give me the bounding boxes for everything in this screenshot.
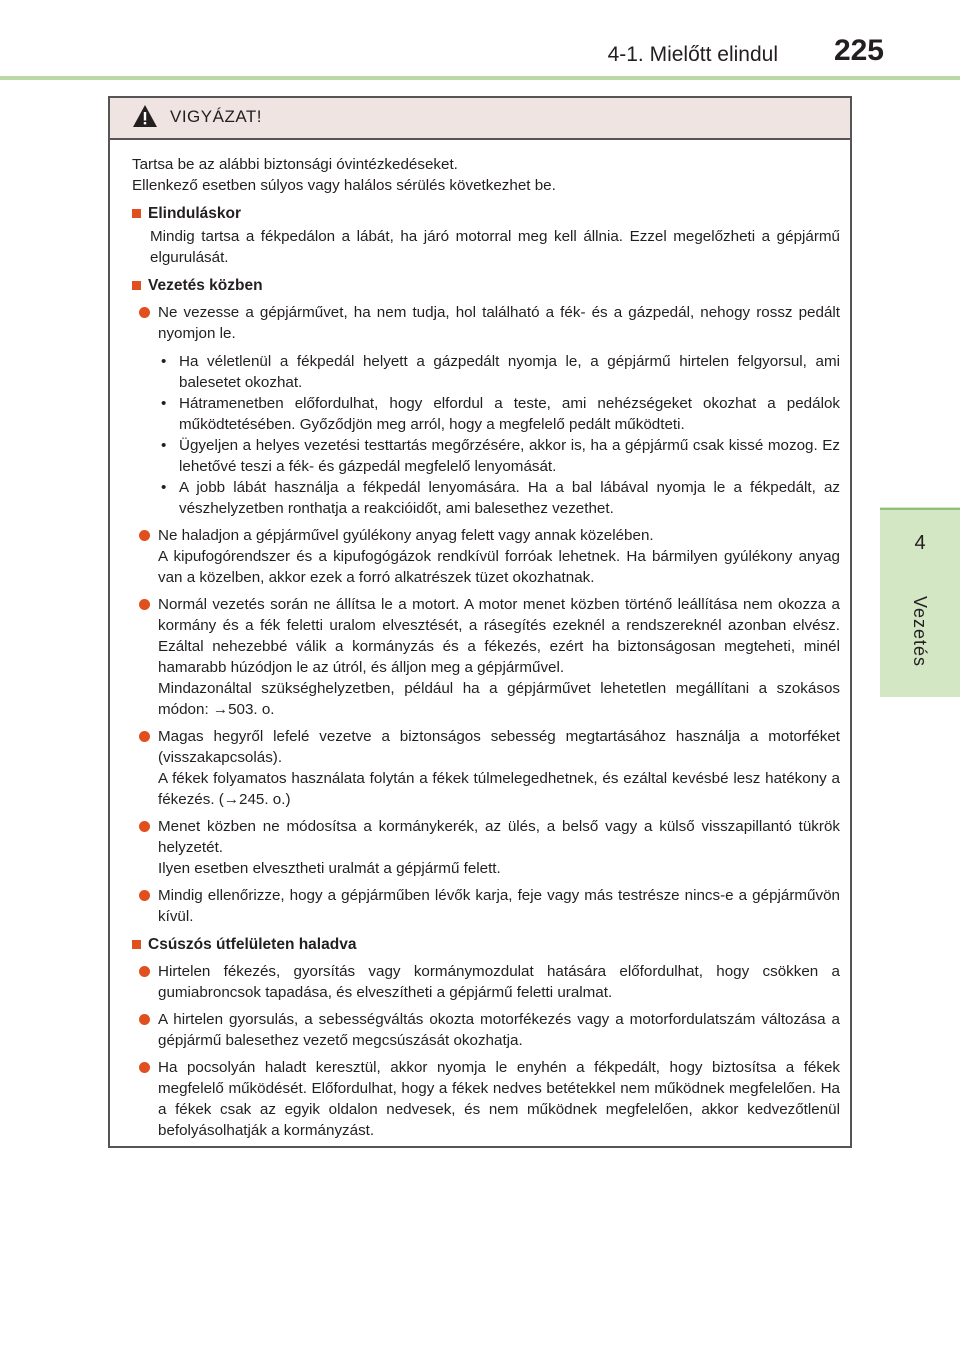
bullet-paragraph: A hirtelen gyorsulás, a sebességváltás okozta motorfékezés vagy a motorfordulatszám változása a gépjármű balesethez vezető megcsúszását okozhatja. [158,1011,840,1049]
bullet-text [158,1057,840,1141]
round-bullet-icon [139,890,150,901]
warning-body [110,140,850,1141]
intro-paragraph: Ellenkező esetben súlyos vagy halálos sérülés következhet be. [132,177,556,194]
bullet-paragraph: Ne vezesse a gépjárművet, ha nem tudja, hol található a fék- és a gázpedál, nehogy rossz pedált nyomjon le. [158,304,840,342]
bullet-paragraph: A fékek folyamatos használata folytán a fékek túlmelegedhetnek, és ezáltal kevésbé lesz hatékony a fékezés. (→245. o.) [158,770,840,808]
intro-paragraph: Tartsa be az alábbi biztonsági óvintézkedéseket. [132,156,458,173]
bullet-paragraph: Menet közben ne módosítsa a kormánykerék, az ülés, a belső vagy a külső visszapillantó tükrök helyzetét. [158,818,840,856]
bullet-item [132,885,840,927]
sub-bullet-icon: • [161,479,167,496]
bullet-paragraph: Magas hegyről lefelé vezetve a biztonságos sebesség megtartásához használja a motorféket (visszakapcsolás). [158,728,840,766]
section-heading [132,934,840,955]
round-bullet-icon [139,966,150,977]
sub-bullet-icon: • [161,437,167,454]
chapter-tab-divider [880,508,960,510]
warning-triangle-icon [132,104,158,128]
section-heading-text: Csúszós útfelületen haladva [148,936,357,953]
sub-item-text: Hátramenetben előfordulhat, hogy elfordul a teste, ami nehézségeket okozhat a pedálok működtetésében. Győződjön meg arról, hogy a megfelelő pedált működteti. [179,395,840,433]
warning-section [132,275,840,927]
bullet-item [132,961,840,1003]
bullet-paragraph: Mindazonáltal szükséghelyzetben, például ha a gépjárművet lehetetlen megállítani a szokásos módon: →503. o. [158,680,840,718]
sub-list [158,351,840,519]
section-heading [132,203,840,224]
bullet-text [158,961,840,1003]
sub-item [158,351,840,393]
section-heading-text: Elinduláskor [148,205,242,222]
warning-intro [132,154,840,196]
round-bullet-icon [139,1014,150,1025]
page-header-title: 4-1. Mielőtt elindul [607,43,778,66]
bullet-paragraph: Normál vezetés során ne állítsa le a motort. A motor menet közben történő leállítása nem okozza a kormány és a fék feletti uralom elvesztését, a rásegítés ezeknél a rendszereknél azonban elvész. Ezáltal nehezebbé válik a kormányzás és a fékezés, ezért ha biztonságosan megteheti, minél hamarabb húzódjon le az útról, és álljon meg a gépjárművel. [158,596,840,676]
page-number: 225 [833,34,884,67]
round-bullet-icon [139,599,150,610]
chapter-label: Vezetés [910,596,930,668]
sub-item-text: Ügyeljen a helyes vezetési testtartás megőrzésére, akkor is, ha a gépjármű csak kissé mozog. Ez lehetővé teszi a fék- és gázpedál megfelelő lenyomását. [179,437,840,475]
bullet-paragraph: Ha pocsolyán haladt keresztül, akkor nyomja le enyhén a fékpedált, hogy biztosítsa a fékek megfelelő működését. Előfordulhat, hogy a fékek nedves betétekkel nem működnek megfelelően. Ha a fékek csak az egyik oldalon nedvesek, és nem működnek megfelelően, akkor kedvezőtlenül befolyásolhatják a kormányzást. [158,1059,840,1139]
bullet-paragraph: Ne haladjon a gépjárművel gyúlékony anyag felett vagy annak közelében. [158,527,654,544]
bullet-item [132,1009,840,1051]
bullet-item [132,726,840,810]
bullet-item [132,816,840,879]
sub-bullet-icon: • [161,353,167,370]
sub-item [158,393,840,435]
bullet-text [158,594,840,720]
warning-section [132,934,840,1141]
section-text: Mindig tartsa a fékpedálon a lábát, ha járó motorral meg kell állnia. Ezzel megelőzheti a gépjármű elgurulását. [150,228,840,266]
bullet-item [132,302,840,519]
bullet-paragraph: Ilyen esetben elvesztheti uralmát a gépjármű felett. [158,860,501,877]
round-bullet-icon [139,731,150,742]
sub-item [158,435,840,477]
bullet-text [158,816,840,879]
round-bullet-icon [139,307,150,318]
bullet-item [132,594,840,720]
square-bullet-icon [132,281,141,290]
sub-item [158,477,840,519]
warning-sections [132,203,840,1141]
bullet-text [158,525,840,588]
bullet-text [158,1009,840,1051]
square-bullet-icon [132,209,141,218]
bullet-item [132,1057,840,1141]
round-bullet-icon [139,821,150,832]
warning-title: VIGYÁZAT! [170,107,263,126]
bullet-text [158,726,840,810]
round-bullet-icon [139,1062,150,1073]
section-heading [132,275,840,296]
sub-item-text: Ha véletlenül a fékpedál helyett a gázpedált nyomja le, a gépjármű hirtelen felgyorsul, ami balesetet okozhat. [179,353,840,391]
round-bullet-icon [139,530,150,541]
bullet-paragraph: A kipufogórendszer és a kipufogógázok rendkívül forróak lehetnek. Ha bármilyen gyúlékony anyag van a közelben, akkor ezek a forró alkatrészek tüzet okozhatnak. [158,548,840,586]
chapter-number: 4 [914,532,926,554]
header-rule [0,76,960,80]
bullet-text [158,302,840,519]
warning-header [110,98,850,140]
sub-bullet-icon: • [161,395,167,412]
warning-box [108,96,852,1148]
section-heading-text: Vezetés közben [148,277,263,294]
square-bullet-icon [132,940,141,949]
bullet-text [158,885,840,927]
sub-item-text: A jobb lábát használja a fékpedál lenyomására. Ha a bal lábával nyomja le a fékpedált, az vészhelyzetben ronthatja a reakcióidőt, ami balesethez vezethet. [179,479,840,517]
bullet-paragraph: Mindig ellenőrizze, hogy a gépjárműben lévők karja, feje vagy más testrésze nincs-e a gépjárművön kívül. [158,887,840,925]
warning-section [132,203,840,268]
bullet-item [132,525,840,588]
bullet-paragraph: Hirtelen fékezés, gyorsítás vagy kormánymozdulat hatására előfordulhat, hogy csökken a gumiabroncsok tapadása, és elveszítheti a gépjármű feletti uralmat. [158,963,840,1001]
